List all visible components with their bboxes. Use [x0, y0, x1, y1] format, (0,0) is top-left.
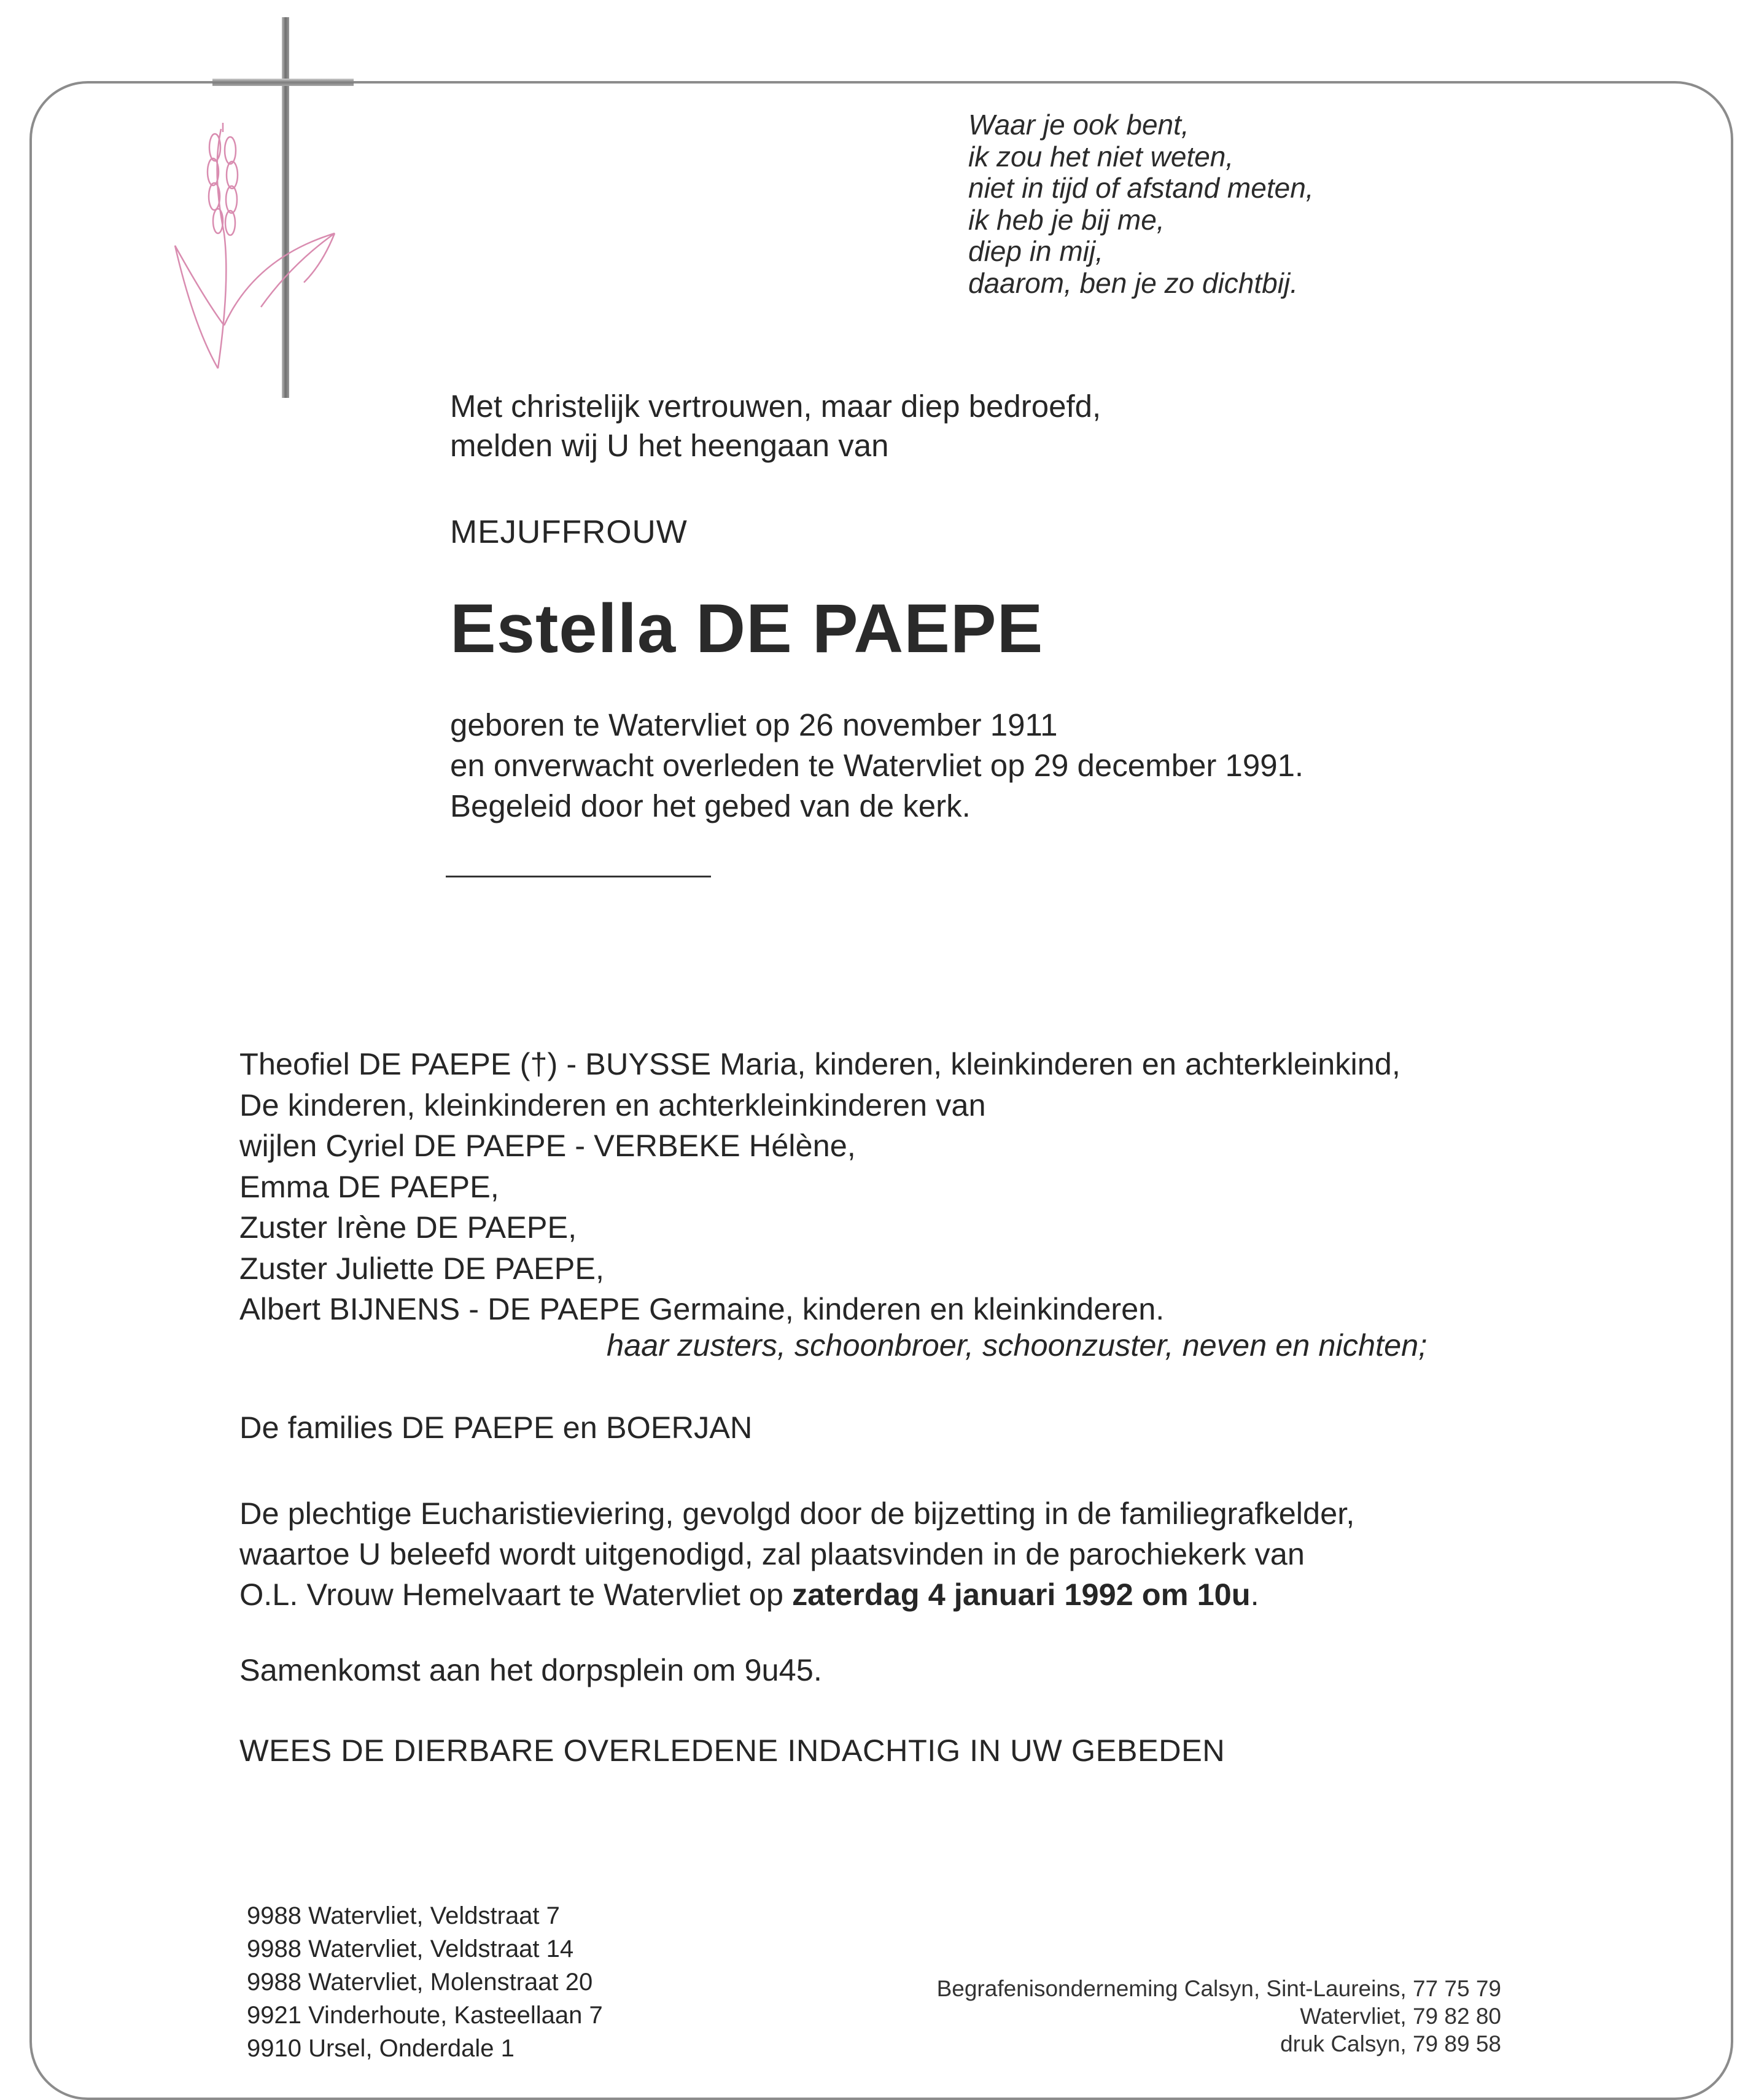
mass-line: De plechtige Eucharistieviering, gevolgd door de bijzetting in de familiegrafkelder, [239, 1496, 1355, 1531]
address-line: 9910 Ursel, Onderdale 1 [247, 2035, 515, 2062]
family-line: Emma DE PAEPE, [239, 1169, 499, 1204]
mass-line: waartoe U beleefd wordt uitgenodigd, zal plaatsvinden in de parochiekerk van [239, 1536, 1305, 1571]
poem-line: Waar je ook bent, [968, 109, 1189, 141]
address-line: 9988 Watervliet, Molenstraat 20 [247, 1969, 593, 1996]
mass-location: O.L. Vrouw Hemelvaart te Watervliet op [239, 1577, 792, 1612]
deceased-name: Estella DE PAEPE [450, 590, 1044, 667]
mass-suffix: . [1250, 1577, 1259, 1612]
poem-line: ik heb je bij me, [968, 203, 1165, 236]
poem [968, 109, 1314, 299]
church-line: Begeleid door het gebed van de kerk. [450, 788, 971, 823]
mass-date: zaterdag 4 januari 1992 om 10u [791, 1577, 1251, 1612]
cross-beam [212, 79, 354, 86]
death-line: en onverwacht overleden te Watervliet op 29 december 1991. [450, 748, 1304, 783]
intro-line: melden wij U het heengaan van [450, 428, 889, 463]
family-line: De kinderen, kleinkinderen en achterkleinkinderen van [239, 1087, 986, 1122]
poem-line: daarom, ben je zo dichtbij. [968, 266, 1298, 299]
birth-death-info [450, 705, 1303, 826]
divider [446, 876, 711, 877]
intro-line: Met christelijk vertrouwen, maar diep bedroefd, [450, 389, 1101, 424]
undertaker-line: druk Calsyn, 79 89 58 [1280, 2031, 1501, 2056]
birth-line: geboren te Watervliet op 26 november 1911 [450, 707, 1058, 742]
addresses [247, 1899, 603, 2065]
undertaker-info [937, 1975, 1501, 2058]
family-line: Theofiel DE PAEPE (†) - BUYSSE Maria, kinderen, kleinkinderen en achterkleinkind, [239, 1046, 1400, 1081]
address-line: 9988 Watervliet, Veldstraat 14 [247, 1935, 574, 1962]
families-line: De families DE PAEPE en BOERJAN [239, 1410, 753, 1445]
undertaker-line: Watervliet, 79 82 80 [1300, 2004, 1501, 2029]
undertaker-line: Begrafenisonderneming Calsyn, Sint-Laureins, 77 75 79 [936, 1976, 1501, 2001]
wheat-icon [169, 123, 347, 381]
poem-line: ik zou het niet weten, [968, 140, 1234, 173]
mass-info [239, 1493, 1354, 1615]
family-line: Zuster Irène DE PAEPE, [239, 1210, 577, 1245]
family-relation: haar zusters, schoonbroer, schoonzuster, neven en nichten; [607, 1328, 1428, 1363]
closing-line: WEES DE DIERBARE OVERLEDENE INDACHTIG IN UW GEBEDEN [239, 1733, 1226, 1768]
family-list [239, 1044, 1400, 1330]
family-line: Albert BIJNENS - DE PAEPE Germaine, kinderen en kleinkinderen. [239, 1291, 1165, 1326]
meeting-info: Samenkomst aan het dorpsplein om 9u45. [239, 1652, 822, 1687]
intro [450, 387, 1101, 465]
mass-line [239, 1574, 1354, 1615]
family-line: wijlen Cyriel DE PAEPE - VERBEKE Hélène, [239, 1128, 856, 1163]
address-line: 9988 Watervliet, Veldstraat 7 [247, 1902, 560, 1929]
address-line: 9921 Vinderhoute, Kasteellaan 7 [247, 2002, 603, 2029]
poem-line: niet in tijd of afstand meten, [968, 172, 1314, 204]
title-mejuffrouw: MEJUFFROUW [450, 514, 688, 550]
poem-line: diep in mij, [968, 235, 1103, 267]
family-line: Zuster Juliette DE PAEPE, [239, 1250, 605, 1286]
